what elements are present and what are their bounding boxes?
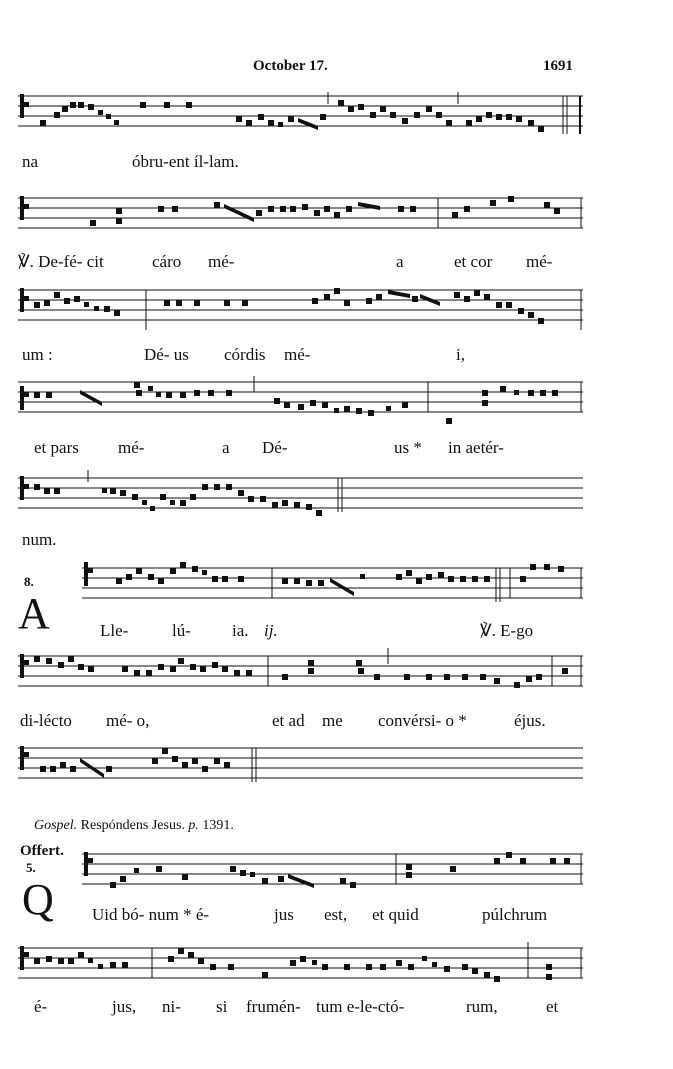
lyric: é- — [34, 997, 48, 1016]
music-staff — [82, 560, 583, 608]
lyric: us * — [394, 438, 422, 457]
lyric: mé- — [118, 438, 145, 457]
lyric: púlchrum — [482, 905, 548, 924]
lyric: córdis — [224, 345, 266, 364]
mode-number: 8. — [24, 574, 34, 589]
lyric: mé- — [284, 345, 311, 364]
lyric: ℣. De-fé- cit — [18, 252, 104, 271]
lyric: na — [22, 152, 39, 171]
lyric: ℣. E-go — [480, 621, 534, 640]
lyric: lú- — [172, 621, 191, 640]
offertory-label: Offert. — [20, 843, 64, 859]
lyric: jus, — [112, 997, 137, 1016]
lyric: mé- — [526, 252, 553, 271]
lyric: frumén- — [246, 997, 301, 1016]
lyric: i, — [456, 345, 465, 364]
gospel-page-label: p. — [188, 818, 199, 833]
gospel-page: 1391. — [198, 818, 234, 833]
lyric: Dé- — [262, 438, 288, 457]
lyric: me — [322, 711, 343, 730]
page-number: 1691 — [543, 58, 573, 74]
lyric: a — [222, 438, 230, 457]
lyric: cáro — [152, 252, 182, 271]
lyric: a — [396, 252, 404, 271]
lyric: est, — [324, 905, 348, 924]
lyric: num. — [22, 530, 57, 549]
lyric: Dé- us — [144, 345, 189, 364]
music-staff — [18, 192, 583, 240]
music-staff — [18, 376, 583, 424]
music-staff — [18, 284, 583, 332]
music-staff — [18, 648, 583, 696]
music-staff — [18, 470, 583, 518]
lyric: um : — [22, 345, 53, 364]
lyric: si — [216, 997, 228, 1016]
gospel-reference — [34, 818, 234, 834]
gospel-text: Respóndens Jesus. — [77, 818, 189, 833]
lyric: rum, — [466, 997, 498, 1016]
page-title: October 17. — [253, 58, 328, 74]
lyric: convérsi- o * — [378, 711, 467, 730]
lyric: ij. — [264, 621, 278, 640]
initial-letter: A — [18, 589, 50, 638]
lyric: et ad — [272, 711, 305, 730]
lyric: et quid — [372, 905, 419, 924]
lyric: et pars — [34, 438, 79, 457]
lyric: et — [546, 997, 559, 1016]
lyric: ia. — [232, 621, 249, 640]
initial-letter: Q — [22, 875, 54, 924]
lyric: éjus. — [514, 711, 546, 730]
lyric: mé- o, — [106, 711, 150, 730]
lyric: óbru-ent íl-lam. — [132, 152, 239, 171]
gospel-label: Gospel. — [34, 818, 78, 833]
lyric: tum e-le-ctó- — [316, 997, 405, 1016]
music-staff — [18, 938, 583, 986]
music-staff — [18, 92, 583, 140]
mode-number: 5. — [26, 860, 36, 875]
music-staff — [18, 742, 583, 790]
lyric: Uid bó- num * é- — [92, 905, 210, 924]
lyric: di-lécto — [20, 711, 72, 730]
lyric: Lle- — [100, 621, 129, 640]
music-staff — [82, 844, 583, 892]
lyric: in aetér- — [448, 438, 504, 457]
lyric: et cor — [454, 252, 493, 271]
lyric: ni- — [162, 997, 181, 1016]
lyric: mé- — [208, 252, 235, 271]
lyric: jus — [274, 905, 294, 924]
